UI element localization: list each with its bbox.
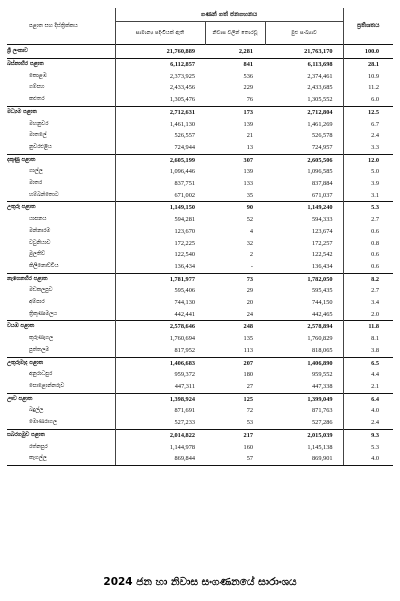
province-row — [7, 357, 393, 369]
area-column-header: පළාත සහ දිස්ත්‍රික්කය — [7, 8, 115, 45]
province-total: 1,149,240 — [265, 202, 343, 214]
district-total: 959,552 — [312, 371, 333, 379]
district-percent: 5.3 — [343, 442, 393, 454]
province-household: 2,014,822 — [115, 429, 205, 441]
district-household: 136,434 — [174, 262, 195, 270]
district-row — [7, 381, 393, 393]
district-nonhousehold: 24 — [246, 310, 253, 318]
province-nonhousehold: 90 — [205, 202, 265, 214]
district-percent: 2.1 — [343, 381, 393, 393]
district-household: 1,305,476 — [169, 96, 195, 104]
province-name: ඌව පළාත — [7, 393, 115, 405]
district-percent: 10.9 — [343, 71, 393, 83]
district-row — [7, 214, 393, 226]
district-percent: 2.7 — [343, 214, 393, 226]
province-total: 2,578,894 — [265, 321, 343, 333]
district-row — [7, 417, 393, 429]
district-percent: 3.4 — [343, 297, 393, 309]
province-household: 6,112,857 — [115, 59, 205, 71]
province-household: 1,406,683 — [115, 357, 205, 369]
district-name: වවුනියාව — [7, 238, 115, 250]
district-household: 527,233 — [174, 419, 195, 427]
province-percent: 11.8 — [343, 321, 393, 333]
district-name: කුරුණෑගල — [7, 333, 115, 345]
province-row — [7, 393, 393, 405]
province-percent: 12.0 — [343, 154, 393, 166]
district-percent: 2.7 — [343, 285, 393, 297]
district-household: 172,225 — [174, 239, 195, 247]
district-nonhousehold: 229 — [243, 84, 253, 92]
district-percent: 0.6 — [343, 226, 393, 238]
district-total: 1,305,552 — [307, 96, 333, 104]
district-nonhousehold: 27 — [246, 382, 253, 390]
district-household: 1,144,978 — [169, 443, 195, 451]
enumerated-population-header: ගණන් ගත් ජනගහනය — [200, 10, 258, 18]
province-total: 1,406,890 — [265, 357, 343, 369]
district-row — [7, 249, 393, 261]
district-row — [7, 130, 393, 142]
province-percent: 6.5 — [343, 357, 393, 369]
district-row — [7, 238, 393, 250]
district-nonhousehold: 135 — [243, 335, 253, 343]
district-percent: 4.4 — [343, 369, 393, 381]
district-percent: 8.1 — [343, 333, 393, 345]
province-row — [7, 429, 393, 441]
district-household: 2,433,456 — [169, 84, 195, 92]
province-total: 6,113,698 — [265, 59, 343, 71]
district-total: 2,433,685 — [307, 84, 333, 92]
district-percent: 6.0 — [343, 94, 393, 106]
province-row — [7, 202, 393, 214]
province-total: 2,605,506 — [265, 154, 343, 166]
district-name: පොළොන්නරුව — [7, 381, 115, 393]
district-nonhousehold: 20 — [246, 299, 253, 307]
national-percent: 100.0 — [343, 45, 393, 59]
province-household: 1,398,924 — [115, 393, 205, 405]
district-percent: 2.0 — [343, 309, 393, 321]
district-name: ගාල්ල — [7, 166, 115, 178]
district-total: 527,286 — [312, 419, 333, 427]
district-percent: 0.6 — [343, 249, 393, 261]
national-household: 21,760,889 — [115, 45, 205, 59]
district-household: 671,002 — [174, 191, 195, 199]
district-nonhousehold: 57 — [205, 453, 265, 465]
district-row — [7, 405, 393, 417]
district-total: 2,374,461 — [307, 72, 333, 80]
district-name: මුලතිව් — [7, 249, 115, 261]
district-name: කෑගල්ල — [7, 453, 115, 465]
district-household: 2,373,925 — [169, 72, 195, 80]
district-name: කළුතර — [7, 94, 115, 106]
national-name: ශ්‍රී ලංකාව — [7, 45, 115, 59]
district-percent: 2.4 — [343, 130, 393, 142]
district-nonhousehold: 133 — [243, 180, 253, 188]
district-total: 671,037 — [312, 191, 333, 199]
district-row — [7, 71, 393, 83]
province-percent: 6.4 — [343, 393, 393, 405]
district-total: 447,338 — [312, 382, 333, 390]
province-nonhousehold: 307 — [205, 154, 265, 166]
district-household: 526,557 — [174, 132, 195, 140]
district-percent: 0.8 — [343, 238, 393, 250]
district-row — [7, 178, 393, 190]
province-row — [7, 273, 393, 285]
province-name: නැගෙනහිර පළාත — [7, 273, 115, 285]
province-household: 2,578,646 — [115, 321, 205, 333]
district-nonhousehold: 160 — [243, 443, 253, 451]
district-row — [7, 453, 393, 465]
district-row — [7, 309, 393, 321]
province-nonhousehold: 73 — [205, 273, 265, 285]
district-name: අම්පාර — [7, 297, 115, 309]
district-percent: 6.7 — [343, 119, 393, 131]
district-row — [7, 142, 393, 154]
district-name: රත්නපුර — [7, 442, 115, 454]
province-nonhousehold: 173 — [205, 106, 265, 118]
district-percent: 3.3 — [343, 142, 393, 154]
district-percent: 0.6 — [343, 261, 393, 273]
province-name: සබරගමුව පළාත — [7, 429, 115, 441]
province-household: 2,605,199 — [115, 154, 205, 166]
district-row — [7, 442, 393, 454]
district-name: නුවරඑළිය — [7, 142, 115, 154]
national-total: 21,763,170 — [265, 45, 343, 59]
district-name: ගම්පහ — [7, 82, 115, 94]
district-total: 837,884 — [312, 180, 333, 188]
district-row — [7, 82, 393, 94]
district-household: 869,844 — [115, 453, 205, 465]
province-name: වයඹ පළාත — [7, 321, 115, 333]
district-household: 447,311 — [174, 382, 195, 390]
district-row — [7, 285, 393, 297]
household-column-header: සාමාන්‍ය පදිංචියක් ඇති — [115, 22, 205, 45]
district-nonhousehold: 4 — [249, 227, 253, 235]
province-household: 1,149,150 — [115, 202, 205, 214]
district-total: 172,257 — [312, 239, 333, 247]
district-percent: 11.2 — [343, 82, 393, 94]
nonhousehold-column-header: නිවාස වලින් තොරවූ — [205, 22, 265, 45]
district-nonhousehold: 113 — [243, 346, 253, 354]
district-household: 442,441 — [174, 310, 195, 318]
district-household: 744,130 — [174, 299, 195, 307]
district-row — [7, 190, 393, 202]
district-nonhousehold: 52 — [246, 216, 253, 224]
province-row — [7, 321, 393, 333]
district-name: පුත්තලම — [7, 345, 115, 357]
province-nonhousehold: 217 — [205, 429, 265, 441]
district-name: මොණරාගල — [7, 417, 115, 429]
province-total: 2,015,039 — [265, 429, 343, 441]
district-nonhousehold: 32 — [246, 239, 253, 247]
province-percent: 9.3 — [343, 429, 393, 441]
district-nonhousehold: 53 — [246, 419, 253, 427]
district-percent: 4.0 — [343, 405, 393, 417]
district-total: 442,465 — [312, 310, 333, 318]
district-household: 122,540 — [174, 251, 195, 259]
district-nonhousehold: 13 — [246, 143, 253, 151]
province-percent: 8.2 — [343, 273, 393, 285]
district-nonhousehold: 139 — [243, 168, 253, 176]
district-nonhousehold: 29 — [246, 287, 253, 295]
district-name: යාපනය — [7, 214, 115, 226]
district-total: 871,763 — [312, 407, 333, 415]
district-name: මඩකලපුව — [7, 285, 115, 297]
district-name: බදුල්ල — [7, 405, 115, 417]
district-total: 818,065 — [312, 346, 333, 354]
table-body — [7, 45, 393, 466]
district-row — [7, 345, 393, 357]
province-row — [7, 154, 393, 166]
district-name: කොළඹ — [7, 71, 115, 83]
district-nonhousehold: 76 — [246, 96, 253, 104]
province-nonhousehold: 248 — [205, 321, 265, 333]
province-row — [7, 59, 393, 71]
district-household: 1,461,130 — [169, 120, 195, 128]
district-row — [7, 297, 393, 309]
province-percent: 12.5 — [343, 106, 393, 118]
district-total: 869,901 — [265, 453, 343, 465]
province-nonhousehold: 125 — [205, 393, 265, 405]
district-percent: 3.1 — [343, 190, 393, 202]
district-household: 817,952 — [174, 346, 195, 354]
district-nonhousehold: 72 — [246, 407, 253, 415]
district-percent: 2.4 — [343, 417, 393, 429]
district-household: 724,944 — [174, 143, 195, 151]
district-nonhousehold: 536 — [243, 72, 253, 80]
district-household: 837,751 — [174, 180, 195, 188]
caption: 2024 ජන හා නිවාස සංගණනයේ සාරාංශය — [103, 576, 297, 588]
district-total: 1,096,585 — [307, 168, 333, 176]
province-nonhousehold: 207 — [205, 357, 265, 369]
district-nonhousehold: 35 — [246, 191, 253, 199]
district-name: හම්බන්තොට — [7, 190, 115, 202]
district-name: අනුරාධපුර — [7, 369, 115, 381]
district-total: 123,674 — [312, 227, 333, 235]
district-total: 595,435 — [312, 287, 333, 295]
province-household: 2,712,631 — [115, 106, 205, 118]
province-name: උතුරු පළාත — [7, 202, 115, 214]
province-name: මධ්‍යම පළාත — [7, 106, 115, 118]
district-household: 595,406 — [174, 287, 195, 295]
district-household: 1,760,694 — [169, 335, 195, 343]
district-total: 1,760,829 — [307, 335, 333, 343]
province-name: බස්නාහිර පළාත — [7, 59, 115, 71]
district-name: කිලිනොච්චිය — [7, 261, 115, 273]
population-table — [7, 8, 393, 466]
district-name: මන්නාරම — [7, 226, 115, 238]
district-total: 724,957 — [312, 143, 333, 151]
district-total: 136,434 — [312, 262, 333, 270]
district-row — [7, 226, 393, 238]
province-row — [7, 106, 393, 118]
national-nonhousehold: 2,281 — [205, 45, 265, 59]
district-total: 122,542 — [312, 251, 333, 259]
province-household: 1,781,977 — [115, 273, 205, 285]
province-name: උතුරුමැද පළාත — [7, 357, 115, 369]
district-name: ත්‍රිකුණාමලය — [7, 309, 115, 321]
district-row — [7, 369, 393, 381]
district-nonhousehold: 21 — [246, 132, 253, 140]
district-nonhousehold: 2 — [249, 251, 253, 259]
district-total: 744,150 — [312, 299, 333, 307]
district-percent: 5.0 — [343, 166, 393, 178]
district-household: 1,096,446 — [169, 168, 195, 176]
district-total: 594,333 — [312, 216, 333, 224]
percent-column-header: ප්‍රතිශතය — [343, 8, 393, 45]
national-row — [7, 45, 393, 59]
district-nonhousehold: 180 — [243, 371, 253, 379]
district-row — [7, 333, 393, 345]
district-total: 1,145,138 — [307, 443, 333, 451]
district-row — [7, 261, 393, 273]
district-row — [7, 119, 393, 131]
district-nonhousehold: - — [250, 262, 253, 270]
district-percent: 3.9 — [343, 178, 393, 190]
district-household: 123,670 — [174, 227, 195, 235]
district-row — [7, 94, 393, 106]
province-percent: 5.3 — [343, 202, 393, 214]
district-name: මහනුවර — [7, 119, 115, 131]
district-household: 871,691 — [174, 407, 195, 415]
province-percent: 28.1 — [343, 59, 393, 71]
district-household: 959,372 — [174, 371, 195, 379]
district-percent: 3.8 — [343, 345, 393, 357]
district-name: මාතලේ — [7, 130, 115, 142]
province-name: දකුණු පළාත — [7, 154, 115, 166]
district-household: 594,281 — [174, 216, 195, 224]
province-total: 2,712,804 — [265, 106, 343, 118]
province-total: 1,399,049 — [265, 393, 343, 405]
province-nonhousehold: 841 — [205, 59, 265, 71]
total-column-header: මුළු සංඛ්‍යාව — [265, 22, 343, 45]
district-total: 526,578 — [312, 132, 333, 140]
district-total: 1,461,269 — [307, 120, 333, 128]
district-row — [7, 166, 393, 178]
district-percent: 4.0 — [343, 453, 393, 465]
district-nonhousehold: 139 — [243, 120, 253, 128]
district-name: මාතර — [7, 178, 115, 190]
province-total: 1,782,050 — [265, 273, 343, 285]
